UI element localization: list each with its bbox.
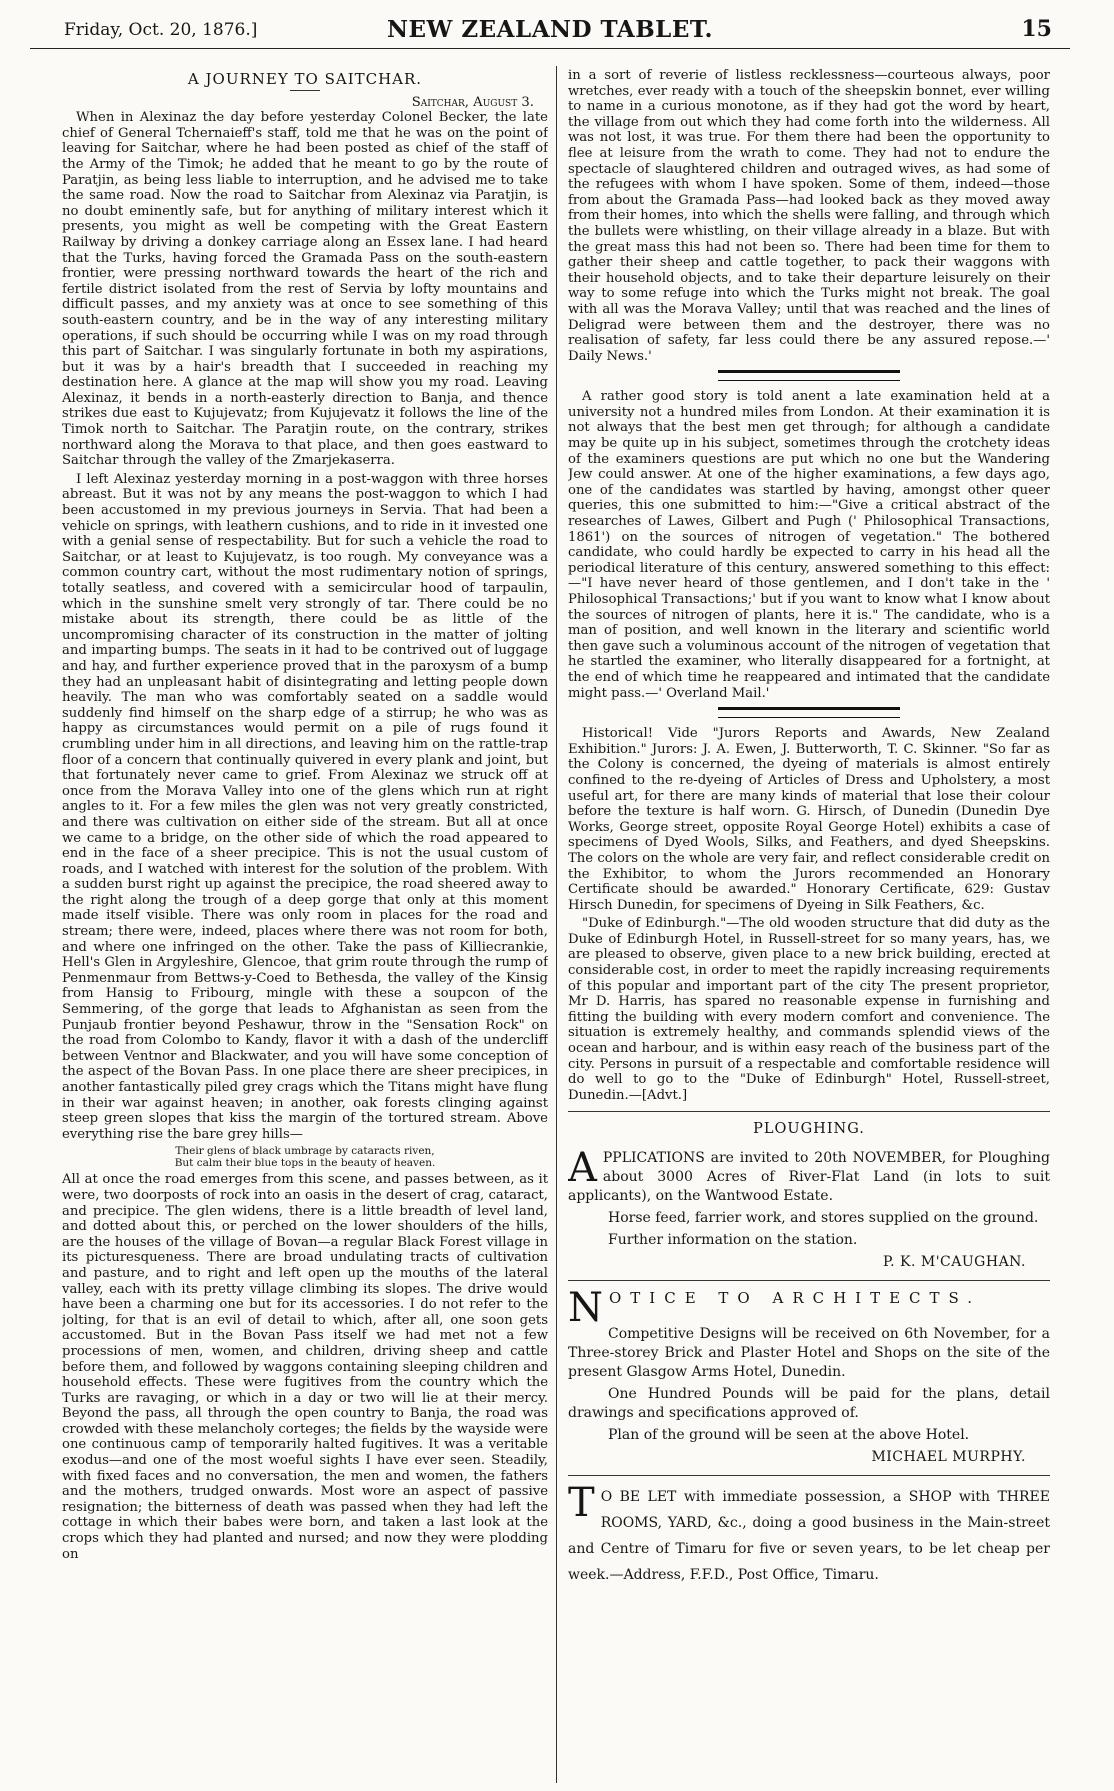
architects-line-2: One Hundred Pounds will be paid for the plans, detail drawings and specifications approved of. <box>568 1386 1050 1422</box>
ploughing-dropcap: A <box>568 1145 597 1192</box>
advert-separator <box>568 1111 1050 1112</box>
masthead <box>30 6 1070 49</box>
architects-signature: MICHAEL MURPHY. <box>871 1449 1026 1466</box>
article-paragraph-1: When in Alexinaz the day before yesterday Colonel Becker, the late chief of General Tchernaieff's staff, told me that he was on the point of leaving for Saitchar, where he had been posted as chief of the staff of the Army of the Timok; he added that he meant to go by the route of Paratjin, as being less liable to interruption, and he advised me to take the same road. Now the road to Saitchar from Alexinaz via Paratjin, is no doubt eminently safe, but for anything of military interest which it presents, you might as well be competing with the Great Eastern Railway by driving a donkey carriage along an Essex lane. I had heard that the Turks, having forced the Gramada Pass on the south-eastern frontier, were pressing northward towards the heart of the rich and fertile district isolated from the rest of Servia by lofty mountains and difficult passes, and my anxiety was at once to see something of this south-eastern country, and be in the way of any interesting military operations, if such should be occurring while I was on my road through this part of Saitchar. I was singularly fortunate in both my aspirations, but it was by a hair's breadth that I succeeded in reaching my destination here. A glance at the map will show you my road. Leaving Alexinaz, it bends in a north-easterly direction to Banja, and thence strikes due east to Kujujevatz; from Kujujevatz it follows the line of the Timok north to Saitchar. The Paratjin route, on the contrary, strikes northward along the Morava to that place, and then goes eastward to Saitchar through the valley of the Zmarjekaserra. <box>62 110 548 469</box>
architects-body: Competitive Designs will be received on 6th November, for a Three-storey Brick and Plaster Hotel and Shops on the site of the present Glasgow Arms Hotel, Dunedin. <box>568 1326 1050 1381</box>
ploughing-heading: PLOUGHING. <box>753 1121 865 1138</box>
article-continuation: in a sort of reverie of listless recklessness—courteous always, poor wretches, ever ready with a touch of the sheepskin bonnet, ever willing to name in a curious monotone, as if they had got the word by heart, the village from out which they had come forth into the wilderness. All was not lost, it was true. For them there had been the opportunity to flee at leisure from the wrath to come. They had not to endure the spectacle of slaughtered children and outraged wives, as had some of the refugees with whom I have spoken. Some of them, indeed—those from about the Gramada Pass—had looked back as they moved away from their homes, into which the shells were falling, and through which the bullets were whistling, on their village already in a blaze. But with the great mass this had not been so. There had been time for them to gather their sheep and cattle together, to pack their waggons with their household objects, and to take their departure leisurely on their way to some refuge into which the Turks might not break. The goal with all was the Morava Valley; until that was reached and the lines of Deligrad were between them and the destroyer, there was no realisation of safety, far less could there be any assured repose.—' Daily News.' <box>568 68 1050 364</box>
architects-title: OTICE TO ARCHITECTS. <box>609 1289 982 1308</box>
article-paragraph-3: All at once the road emerges from this scene, and passes between, as it were, two doorposts of rock into an oasis in the desert of crag, cataract, and precipice. The glen widens, there is a little breadth of level land, and dotted about this, or perched on the lower shoulders of the hills, are the houses of the village of Bovan—a regular Black Forest village in its picturesqueness. There are broad undulating tracts of cultivation and pasture, and to right and left open up the mouths of the lateral valley, each with its pretty village climbing its slopes. The drive would have been a charming one but for its accessories. I do not refer to the jolting, for that is an evil of detail to which, after all, one soon gets accustomed. But in the Bovan Pass itself we had met not a few processions of men, women, and children, driving sheep and cattle before them, and followed by waggons containing sleeping children and household effects. These were fugitives from the country which the Turks are ravaging, or which in a day or two will lie at their mercy. Beyond the pass, all through the open country to Banja, the road was crowded with these melancholy corteges; the fields by the wayside were one continuous camp of temporarily halted fugitives. It was a veritable exodus—and one of the most woeful sights I have ever seen. Steadily, with fixed faces and no conversation, the men and women, the fathers and the mothers, trudged onwards. Most wore an aspect of passive resignation; the bitterness of death was passed when they had left the cottage in which their babes were born, and taken a last look at the crops which they had planted and nursed; and now they were plodding on <box>62 1172 548 1562</box>
historical-notice: Historical! Vide "Jurors Reports and Awards, New Zealand Exhibition." Jurors: J. A. Ewen, J. Butterworth, T. C. Skinner. "So far as the Colony is concerned, the dyeing of materials is almost entirely confined to the re-dyeing of Articles of Dress and Upholstery, a most useful art, for there are many kinds of material that lose their colour before the texture is half worn. G. Hirsch, of Dunedin (Dunedin Dye Works, George street, opposite Royal George Hotel) exhibits a case of specimens of Dyed Wools, Silks, and Feathers, and dyed Sheepskins. The colors on the whole are very fair, and reflect considerable credit on the Exhibitor, to whom the Jurors recommended an Honorary Certificate should be awarded." Honorary Certificate, 629: Gustav Hirsch Dunedin, for specimens of Dyeing in Silk Feathers, &c. <box>568 726 1050 913</box>
article-paragraph-2: I left Alexinaz yesterday morning in a post-waggon with three horses abreast. But it was not by any means the post-waggon to which I had been accustomed in my previous journeys in Servia. That had been a vehicle on springs, with leathern cushions, and to ride in it invested one with a genial sense of respectability. But for such a vehicle the road to Saitchar, or at least to Kujujevatz, is too rough. My conveyance was a common country cart, without the most rudimentary notion of springs, totally seatless, and covered with a semicircular hood of tarpaulin, which in the sunshine smelt very strongly of tar. There could be no mistake about its strength, there could be as little of the uncompromising character of its construction in the matter of jolting and imparting bumps. The seats in it had to be contrived out of luggage and hay, and further experience proved that in the paroxysm of a bump they had an unpleasant habit of disintegrating and letting people down heavily. The man who was comfortably seated on a saddle would suddenly find himself on the sharp edge of a stirrup; he who was as happy as circumstances would permit on a pile of rugs found it crumbling under him in all directions, and leaving him on the rattle-trap floor of a concern that continually quivered in every plank and joint, but that fortunately never came to grief. From Alexinaz we struck off at once from the Morava Valley into one of the glens which run at right angles to it. For a few miles the glen was not very greatly constricted, and there was cultivation on either side of the stream. But all at once we came to a bridge, on the other side of which the road appeared to end in the face of a sheer precipice. This is not the usual custom of roads, and I watched with interest for the solution of the problem. With a sudden burst right up against the precipice, the road sheered away to the right along the trough of a deep gorge that only at this moment made itself visible. There was only room in places for the road and stream; there were, indeed, places where there was not room for both, and where one infringed on the other. Take the pass of Killiecrankie, Hell's Glen in Argyleshire, Glencoe, that grim route through the rump of Penmenmaur from Bettws-y-Coed to Bethesda, the valley of the Kinsig from Hansig to Fribourg, mingle with these a soupcon of the Semmering, of the gorge that leads to Afghanistan as seen from the Punjaub frontier beyond Peshawur, throw in the "Sensation Rock" on the road from Colombo to Kandy, flavor it with a dash of the undercliff between Ventnor and Blackwater, and you will have some conception of the aspect of the Bovan Pass. In one place there are sheer precipices, in another fantastically piled grey crags which the Titans might have flung in their war against heaven; in another, oak forests clinging against steep green slopes that kiss the margin of the tortured stream. Above everything rise the bare grey hills— <box>62 471 548 1142</box>
to-let-body: O BE LET with immediate possession, a SHOP with THREE ROOMS, YARD, &c., doing a good business in the Main-street and Centre of Timaru for five or seven years, to be let cheap per week.—Address, F.F.D., Post Office, Timaru. <box>568 1489 1050 1584</box>
ploughing-signature: P. K. M'CAUGHAN. <box>883 1254 1026 1271</box>
issue-date: Friday, Oct. 20, 1876.] <box>64 20 258 40</box>
column-divider <box>556 66 557 1783</box>
examination-anecdote: A rather good story is told anent a late examination held at a university not a hundred miles from London. At their examination it is not always that the best men get through; for although a candidate may be quite up in his subject, sometimes through the crotchety ideas of the examiners questions are put which no one but the Wandering Jew could answer. At one of the higher examinations, a few days ago, one of the candidates was startled by having, amongst other queer queries, this one submitted to him:—"Give a critical abstract of the researches of Lawes, Gilbert and Pugh (' Philosophical Transactions, 1861') on the sources of nitrogen of vegetation." The bothered candidate, who could hardly be expected to carry in his head all the periodical literature of this century, answered something to this effect:—"I have never heard of those gentlemen, and I don't take in the ' Philosophical Transactions;' but if you want to know what I know about the sources of nitrogen of plants, here it is." The candidate, who is a man of position, and well known in the literary and scientific world then gave such a voluminous account of the nitrogen of vegetation that he startled the examiner, who literally disappeared for a fortnight, at the end of which time he reappeared and intimated that the candidate might pass.—' Overland Mail.' <box>568 389 1050 701</box>
article-dateline: Saitchar, August 3. <box>411 94 534 110</box>
advert-separator <box>568 1475 1050 1476</box>
section-separator <box>718 370 900 381</box>
section-separator <box>718 707 900 718</box>
ploughing-advert <box>568 1120 1050 1272</box>
left-column <box>62 68 548 1783</box>
architects-line-3: Plan of the ground will be seen at the above Hotel. <box>608 1427 970 1444</box>
verse-quote <box>62 1145 548 1169</box>
advert-separator <box>568 1280 1050 1281</box>
to-let-advert <box>568 1480 1050 1588</box>
ploughing-line-2: Horse feed, farrier work, and stores supplied on the ground. <box>608 1210 1039 1227</box>
heading-ornament <box>290 90 320 91</box>
page-number: 15 <box>1021 16 1052 42</box>
newspaper-title: NEW ZEALAND TABLET. <box>386 16 714 43</box>
ploughing-body: PPLICATIONS are invited to 20th NOVEMBER, for Ploughing about 3000 Acres of River-Flat Land (in lots to suit applicants), on the Wantwood Estate. <box>568 1150 1050 1205</box>
verse-line-1: Their glens of black umbrage by cataracts riven, <box>175 1145 435 1158</box>
right-column <box>568 68 1050 1783</box>
verse-line-2: But calm their blue tops in the beauty of heaven. <box>174 1157 436 1170</box>
architects-dropcap: N <box>568 1285 603 1332</box>
to-let-dropcap: T <box>568 1480 595 1527</box>
article-heading: A JOURNEY TO SAITCHAR. <box>187 70 423 88</box>
ploughing-line-3: Further information on the station. <box>608 1232 858 1249</box>
architects-advert <box>568 1285 1050 1467</box>
duke-of-edinburgh-notice: "Duke of Edinburgh."—The old wooden structure that did duty as the Duke of Edinburgh Hotel, in Russell-street for so many years, has, we are pleased to observe, given place to a new brick building, erected at considerable cost, in order to meet the rapidly increasing requirements of this popular and important part of the city The present proprietor, Mr D. Harris, has spared no reasonable expense in furnishing and fitting the building with every modern comfort and convenience. The situation is extremely healthy, and commands splendid views of the ocean and harbour, and is within easy reach of the business part of the city. Persons in pursuit of a respectable and comfortable residence will do well to go to the "Duke of Edinburgh" Hotel, Russell-street, Dunedin.—[Advt.] <box>568 916 1050 1103</box>
